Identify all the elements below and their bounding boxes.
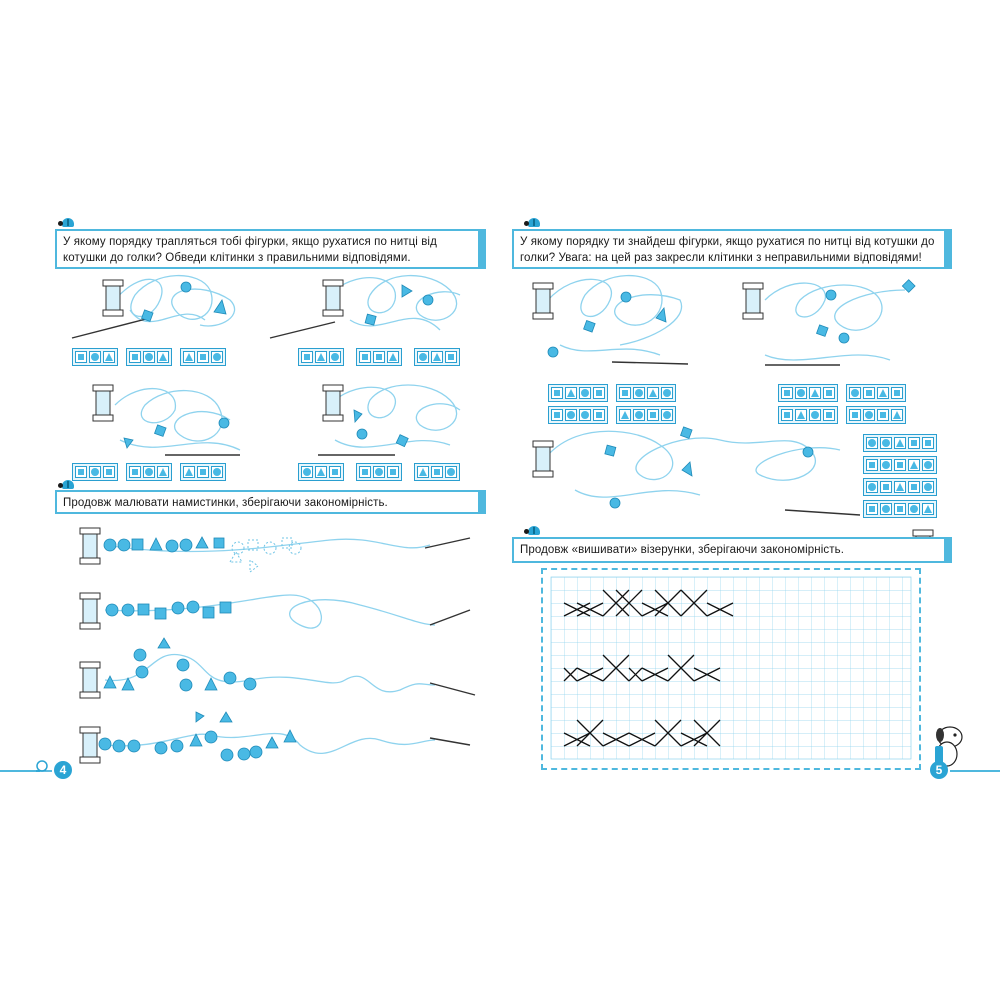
answer-card[interactable] — [548, 406, 608, 424]
answer-card[interactable] — [548, 384, 608, 402]
answer-row-r1 — [548, 384, 676, 424]
answer-card[interactable] — [846, 406, 906, 424]
answer-card[interactable] — [863, 500, 937, 518]
answer-row-r3 — [863, 434, 937, 518]
answer-card[interactable] — [863, 434, 937, 452]
answer-card[interactable] — [846, 384, 906, 402]
answer-card[interactable] — [863, 478, 937, 496]
task-box-right-2 — [512, 537, 946, 563]
answer-card[interactable] — [778, 406, 838, 424]
page-number-left: 4 — [54, 761, 72, 779]
task-text-right-1: У якому порядку ти знайдеш фігурки, якщо рухатися по нитці від котушки до голки? Увага: на цей раз закресли клітинки з неправильними відповідями! — [520, 236, 935, 264]
embroidery-grid — [551, 577, 911, 759]
page-number-right: 5 — [930, 761, 948, 779]
page-baseline-right — [950, 770, 1000, 772]
answer-card[interactable] — [616, 406, 676, 424]
answer-row-r2 — [778, 384, 906, 424]
task-text-left-1: У якому порядку трапляться тобі фігурки, якщо рухатися по нитці від котушки до голки? Обведи клітинки з правильними відповідями. — [63, 236, 437, 264]
answer-card[interactable] — [778, 384, 838, 402]
answer-card[interactable] — [616, 384, 676, 402]
answer-card[interactable] — [863, 456, 937, 474]
ladybug-icon — [528, 526, 540, 535]
task-text-left-2: Продовж малювати намистинки, зберігаючи закономірність. — [63, 497, 388, 509]
task-text-right-2: Продовж «вишивати» візерунки, зберігаючи закономірність. — [520, 544, 844, 556]
